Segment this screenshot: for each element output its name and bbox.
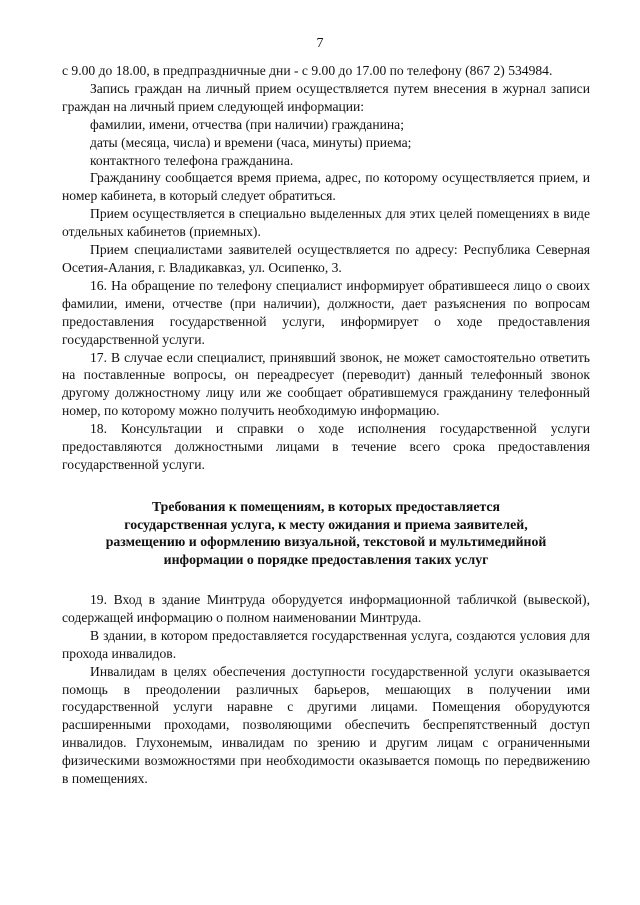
paragraph: 19. Вход в здание Минтруда оборудуется информационной табличкой (вывеской), содержащей информацию о полном наименовании Минтруда. xyxy=(62,592,590,625)
paragraph: Прием специалистами заявителей осуществляется по адресу: Республика Северная Осетия-Алания, г. Владикавказ, ул. Осипенко, 3. xyxy=(62,242,590,275)
paragraph: В здании, в котором предоставляется государственная услуга, создаются условия для прохода инвалидов. xyxy=(62,627,590,661)
paragraph: 16. На обращение по телефону специалист информирует обратившееся лицо о своих фамилии, имени, отчестве (при наличии), должности, дает разъяснения по вопросам предоставления государственной услуги, информирует о ходе предоставления государственной услуги. xyxy=(62,277,590,347)
heading-line: информации о порядке предоставления таких услуг xyxy=(163,552,489,568)
heading-line: Требования к помещениям, в которых предоставляется xyxy=(151,498,501,514)
heading-line: размещению и оформлению визуальной, текстовой и мультимедийной xyxy=(105,534,547,550)
list-item: контактного телефона гражданина. xyxy=(90,152,294,168)
top-section xyxy=(62,62,590,474)
page-number: 7 xyxy=(316,36,324,51)
paragraph: с 9.00 до 18.00, в предпраздничные дни - с 9.00 до 17.00 по телефону (867 2) 534984. xyxy=(62,63,553,78)
list-item: даты (месяца, числа) и времени (часа, минуты) приема; xyxy=(90,134,412,150)
document-body xyxy=(62,62,590,788)
list-item: фамилии, имени, отчества (при наличии) гражданина; xyxy=(90,116,404,132)
paragraph: 18. Консультации и справки о ходе исполнения государственной услуги предоставляются должностными лицами в течение всего срока предоставления государственной услуги. xyxy=(62,421,590,472)
paragraph: Прием осуществляется в специально выделенных для этих целей помещениях в виде отдельных кабинетов (приемных). xyxy=(62,206,590,240)
bottom-section xyxy=(62,591,590,788)
paragraph: 17. В случае если специалист, принявший звонок, не может самостоятельно ответить на поставленные вопросы, он переадресует (переводит) данный телефонный звонок другому должностному лицу или же сообщает обратившемуся гражданину телефонный номер, по которому можно получить необходимую информацию. xyxy=(62,349,590,419)
section-heading xyxy=(80,498,572,569)
paragraph: Запись граждан на личный прием осуществляется путем внесения в журнал записи граждан на личный прием следующей информации: xyxy=(62,80,590,114)
paragraph: Гражданину сообщается время приема, адрес, по которому осуществляется прием, и номер кабинета, в который следует обратиться. xyxy=(62,170,590,204)
heading-line: государственная услуга, к месту ожидания и приема заявителей, xyxy=(124,516,528,532)
paragraph: Инвалидам в целях обеспечения доступности государственной услуги оказывается помощь в преодолении различных барьеров, мешающих в получении ими государственной услуги наравне с другими лицами. Помещения оборудуются расширенными проходами, позволяющими обеспечить беспрепятственный доступ инвалидов. Глухонемым, инвалидам по зрению и другим лицам с ограниченными физическими возможностями при необходимости оказывается помощь по передвижению в помещениях. xyxy=(62,663,590,787)
